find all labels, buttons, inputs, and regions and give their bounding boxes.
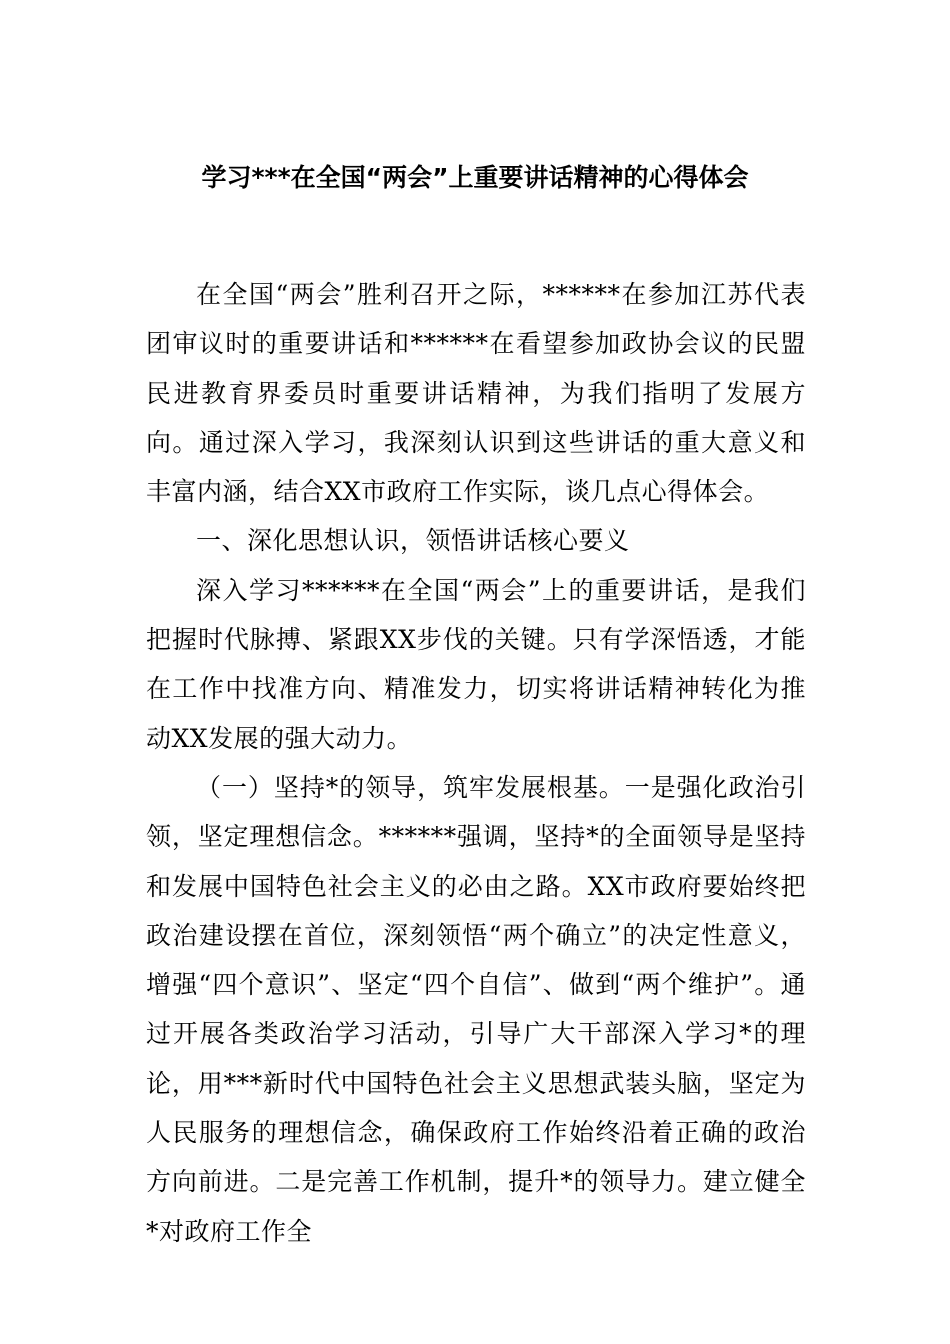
subsection-1-paragraph: （一）坚持*的领导，筑牢发展根基。一是强化政治引领，坚定理想信念。******强调，坚持*的全面领导是坚持和发展中国特色社会主义的必由之路。XX市政府要始终把政治建设摆在首位，深刻领悟“两个确立”的决定性意义，增强“四个意识”、坚定“四个自信”、做到“两个维护”。通过开展各类政治学习活动，引导广大干部深入学习*的理论，用***新时代中国特色社会主义思想武装头脑，坚定为人民服务的理想信念，确保政府工作始终沿着正确的政治方向前进。二是完善工作机制，提升*的领导力。建立健全*对政府工作全 <box>146 772 806 1246</box>
document-body <box>146 270 806 1256</box>
intro-paragraph: 在全国“两会”胜利召开之际，******在参加江苏代表团审议时的重要讲话和******在看望参加政协会议的民盟民进教育界委员时重要讲话精神，为我们指明了发展方向。通过深入学习，我深刻认识到这些讲话的重大意义和丰富内涵，结合XX市政府工作实际，谈几点心得体会。 <box>146 280 806 507</box>
document-title: 学习***在全国“两会”上重要讲话精神的心得体会 <box>201 163 749 192</box>
section-1-paragraph: 深入学习******在全国“两会”上的重要讲话，是我们把握时代脉搏、紧跟XX步伐的关键。只有学深悟透，才能在工作中找准方向、精准发力，切实将讲话精神转化为推动XX发展的强大动力。 <box>146 575 806 753</box>
section-heading-1: 一、深化思想认识，领悟讲话核心要义 <box>196 526 630 556</box>
